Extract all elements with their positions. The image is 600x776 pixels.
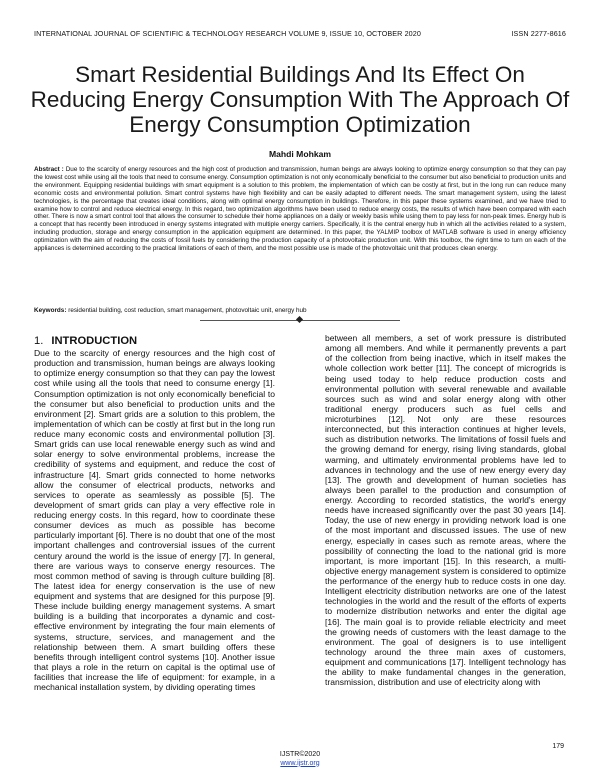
author-name: Mahdi Mohkam	[268, 149, 332, 159]
section-number: 1.	[34, 335, 44, 347]
left-column	[34, 335, 275, 692]
footer-code: IJSTR©2020	[279, 751, 321, 758]
footer-url-link[interactable]: www.ijstr.org	[280, 759, 320, 767]
paper-title: Smart Residential Buildings And Its Effect On Reducing Energy Consumption With The Approach Of Energy Consumption Optimization	[30, 62, 570, 137]
page-number: 179	[552, 743, 564, 750]
intro-left-text: Due to the scarcity of energy resources and the high cost of production and transmission, human beings are always looking to optimize energy consumption so that they can pay the lowest cost while using all the tools that need to consume energy [1]. Consumption optimization is not only economically beneficial to the consumer but also beneficial to production units and the environment [2]. Smart grids are a solution to this problem, the implementation of which can be costly at first but in the long run reduce many economic costs and environmental pollution [3]. Smart grids can use local renewable energy such as wind and solar energy to solve environmental problems, increase the credibility of systems and equipment, and reduce the cost of infrastructure [4]. Smart grids connected to home networks allow the consumer of electrical products, networks and services to operate as seamlessly as possible [5]. The development of smart grids can play a very effective role in reducing energy costs. In this regard, how to coordinate these consumer devices as much as possible has become particularly important [6]. There is no doubt that one of the most important challenges and controversial issues of the current century around the world is the issue of energy [7]. In general, there are various ways to conserve energy resources. The most common method of saving is through culture building [8]. The latest idea for energy conservation is the use of new equipment and systems that are designed for this purpose [9]. These include building energy management systems. A smart building is a building that incorporates a dynamic and cost-effective environment by integrating the four main elements of systems, structure, services, and management and the relationship between them. A smart building offers these benefits through intelligent control systems [10]. Another issue that plays a role in the return on capital is the optimal use of facilities that increase the life of equipment: for example, in a mechanical installation system, by dividing operating times	[34, 348, 275, 693]
abstract-text: Due to the scarcity of energy resources and the high cost of production and transmission, human beings are always looking to optimize energy consumption so that they can pay the lowest cost while using all the tools that need to consume energy. Consumption optimization is not only economically beneficial to the consumer but also beneficial to production units and the environment. Equipping residential buildings with smart equipment is a solution to this problem, the implementation of which can be costly at first, but in the long run can reduce many economic costs and environmental pollution. Smart control systems have high flexibility and can be easily adapted to different needs. The smart management system, using the latest technologies, is the percentage that creates ideal conditions, along with optimal energy consumption in buildings. Therefore, in this paper these systems examined, and we have tried to examine how to control and reduce electrical energy. In this regard, two optimization algorithms have been used to reduce energy costs, the results of which have been compared with each other. There is now a smart control tool that allows the consumer to schedule their home appliances on a daily or weekly basis while using them to pay less for non-peak times. Energy hub is a concept that has recently been introduced in energy systems integrated with multiple energy carriers. Specifically, it is the central energy hub in which all the activities related to a system, including production, storage and energy consumption in the application equipment are determined. In this paper, the YALMIP toolbox of MATLAB software is used in energy efficiency optimization with the aim of reducing the costs of fossil fuels by considering the production capacity of a photovoltaic production unit. With this toolbox, the right time to turn on each of the appliances is determined according to the practical limitations of each of them, and the most possible use is made of the photovoltaic unit that produces clean energy.	[34, 166, 567, 253]
abstract-label: Abstract :	[34, 166, 64, 173]
right-column	[325, 333, 566, 687]
intro-right-text: between all members, a set of work pressure is distributed among all members. And while it permanently prevents a part of the collection from being inactive, which in itself makes the whole collection work better [11]. The concept of microgrids is being used today to help reduce production costs and environmental pollution with several renewable and available sources such as wind and solar energy along with other traditional energy producers such as fuel cells and microturbines [12]. Not only are these resources interconnected, but this interaction continues at higher levels, such as distribution networks. The limitations of fossil fuels and the growing demand for energy, rising living standards, global warming, and ultimately environmental problems have led to advances in technology and the use of new energy every day [13]. The growth and development of human societies has always been parallel to the production and consumption of energy. According to recorded statistics, the world's energy needs have increased significantly over the past 30 years [14]. Today, the use of new energy in providing network load is one of the most important and discussed issues. The use of new energy, especially in cases such as remote areas, where the possibility of connecting the load to the national grid is more important, is more important [15]. In this research, a multi-objective energy management system is considered to optimize the performance of the energy hub to reduce costs in one day. Intelligent electricity distribution networks are one of the latest technologies in the world and the result of the efforts of experts to modernize distribution networks and enter the digital age [16]. The main goal is to provide reliable electricity and meet the growing needs of customers with the least damage to the environment. The goal of designers is to use intelligent technology around the three main axes of customers, equipment and communications [17]. Intelligent technology has the ability to make fundamental changes in the generation, transmission, distribution and use of electricity along with	[325, 333, 566, 688]
divider-diamond-icon	[296, 316, 303, 323]
abstract	[34, 166, 566, 253]
keywords	[34, 307, 566, 315]
section-title: INTRODUCTION	[51, 335, 138, 347]
keywords-text: residential building, cost reduction, smart management, photovoltaic unit, energy hub	[68, 307, 307, 314]
issn: ISSN 2277-8616	[511, 29, 566, 38]
journal-header: INTERNATIONAL JOURNAL OF SCIENTIFIC & TECHNOLOGY RESEARCH VOLUME 9, ISSUE 10, OCTOBER 2020	[34, 29, 421, 38]
footer	[0, 751, 600, 768]
keywords-label: Keywords:	[34, 307, 67, 314]
section-heading	[34, 335, 275, 347]
running-header	[34, 29, 566, 38]
